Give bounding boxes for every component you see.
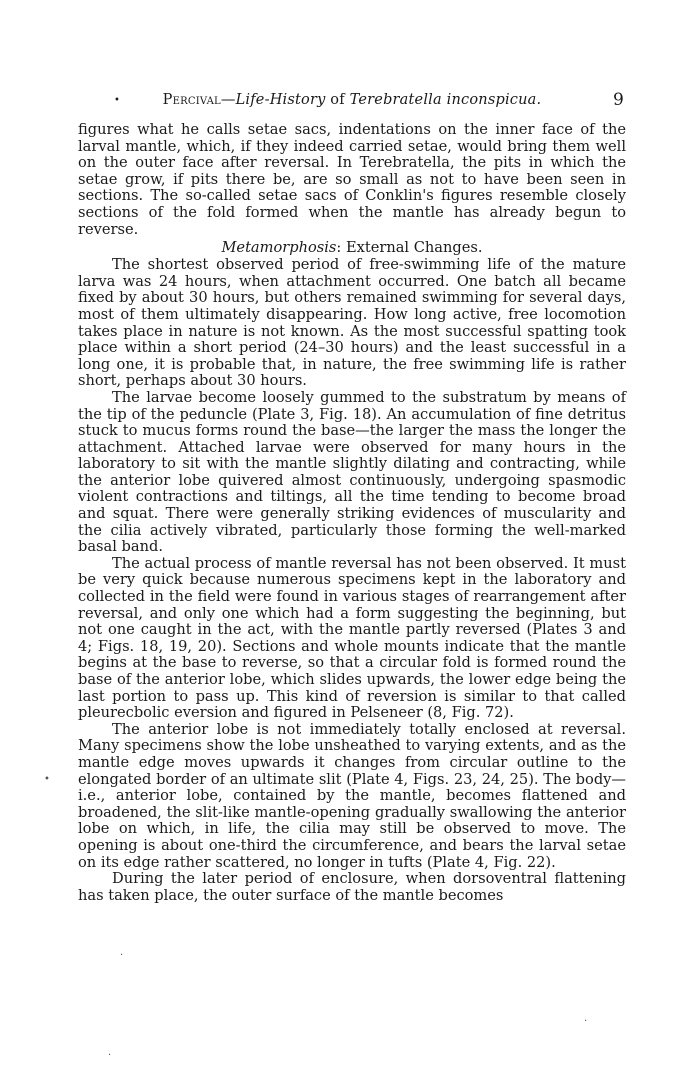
margin-dot: •	[114, 95, 121, 106]
margin-dot: ·	[584, 1016, 588, 1027]
paragraph: The anterior lobe is not immediately totally enclosed at reversal. Many specimens show the lobe unsheathed to varying extents, and as the mantle edge moves upwards it changes from circular outline to the elongated border of an ultimate slit (Plate 4, Figs. 23, 24, 25). The body—i.e., anterior lobe, contained by the mantle, becomes flattened and broadened, the slit-like mantle-opening gradually swallowing the anterior lobe on which, in life, the cilia may still be observed to move. The opening is about one-third the circumference, and bears the larval setae on its edge rather scattered, no longer in tufts (Plate 4, Fig. 22).	[78, 720, 626, 871]
page-number: 9	[612, 90, 624, 110]
paragraph: figures what he calls setae sacs, indentations on the inner face of the larval mantle, which, if they indeed carried setae, would bring them well on the outer face after reversal. In Terebratella, the pits in which the setae grow, if pits there be, are so small as not to have been seen in sections. The so-called setae sacs of Conklin's figures resemble closely sections of the fold formed when the mantle has already begun to reverse.	[78, 121, 626, 238]
page	[78, 92, 626, 904]
paragraph: The larvae become loosely gummed to the substratum by means of the tip of the peduncle (Plate 3, Fig. 18). An accumulation of fine detritus stuck to mucus forms round the base—the larger the mass the longer the attachment. Attached larvae were observed for many hours in the laboratory to sit with the mantle slightly dilating and contracting, while the anterior lobe quivered almost continuously, undergoing spasmodic violent contractions and tiltings, all the time tending to become broad and squat. There were generally striking evidences of muscularity and the cilia actively vibrated, particularly those forming the well-marked basal band.	[78, 388, 626, 556]
running-head-author: Percival	[162, 92, 221, 108]
paragraph: During the later period of enclosure, when dorsoventral flattening has taken place, the outer surface of the mantle becomes	[78, 870, 626, 904]
running-head-of: of	[325, 92, 350, 108]
paragraph: The actual process of mantle reversal has not been observed. It must be very quick because numerous specimens kept in the laboratory and collected in the field were found in various stages of rearrangement after reversal, and only one which had a form suggesting the beginning, but not one caught in the act, with the mantle partly reversed (Plates 3 and 4; Figs. 18, 19, 20). Sections and whole mounts indicate that the mantle begins at the base to reverse, so that a circular fold is formed round the base of the anterior lobe, which slides upwards, the lower edge being the last portion to pass up. This kind of reversion is similar to that called pleurecbolic eversion and figured in Pelseneer (8, Fig. 72).	[78, 554, 626, 722]
margin-dot: ·	[108, 1050, 112, 1061]
running-head-species: Terebratella inconspicua.	[349, 92, 542, 108]
section-heading	[78, 239, 626, 257]
body-text	[78, 122, 626, 904]
margin-dot: ·	[120, 950, 124, 961]
running-head-title: Life-History	[235, 92, 326, 108]
section-heading-rest: : External Changes.	[336, 239, 483, 257]
running-head	[78, 92, 626, 118]
section-heading-italic: Metamorphosis	[221, 239, 337, 257]
paragraph: The shortest observed period of free-swimming life of the mature larva was 24 hours, when attachment occurred. One batch all became fixed by about 30 hours, but others remained swimming for several days, most of them ultimately disappearing. How long active, free locomotion takes place in nature is not known. As the most successful spatting took place within a short period (24–30 hours) and the least successful in a long one, it is probable that, in nature, the free swimming life is rather short, perhaps about 30 hours.	[78, 256, 626, 390]
running-head-dash: —	[220, 92, 236, 108]
running-head-text	[163, 92, 542, 108]
margin-dot: •	[44, 774, 50, 785]
